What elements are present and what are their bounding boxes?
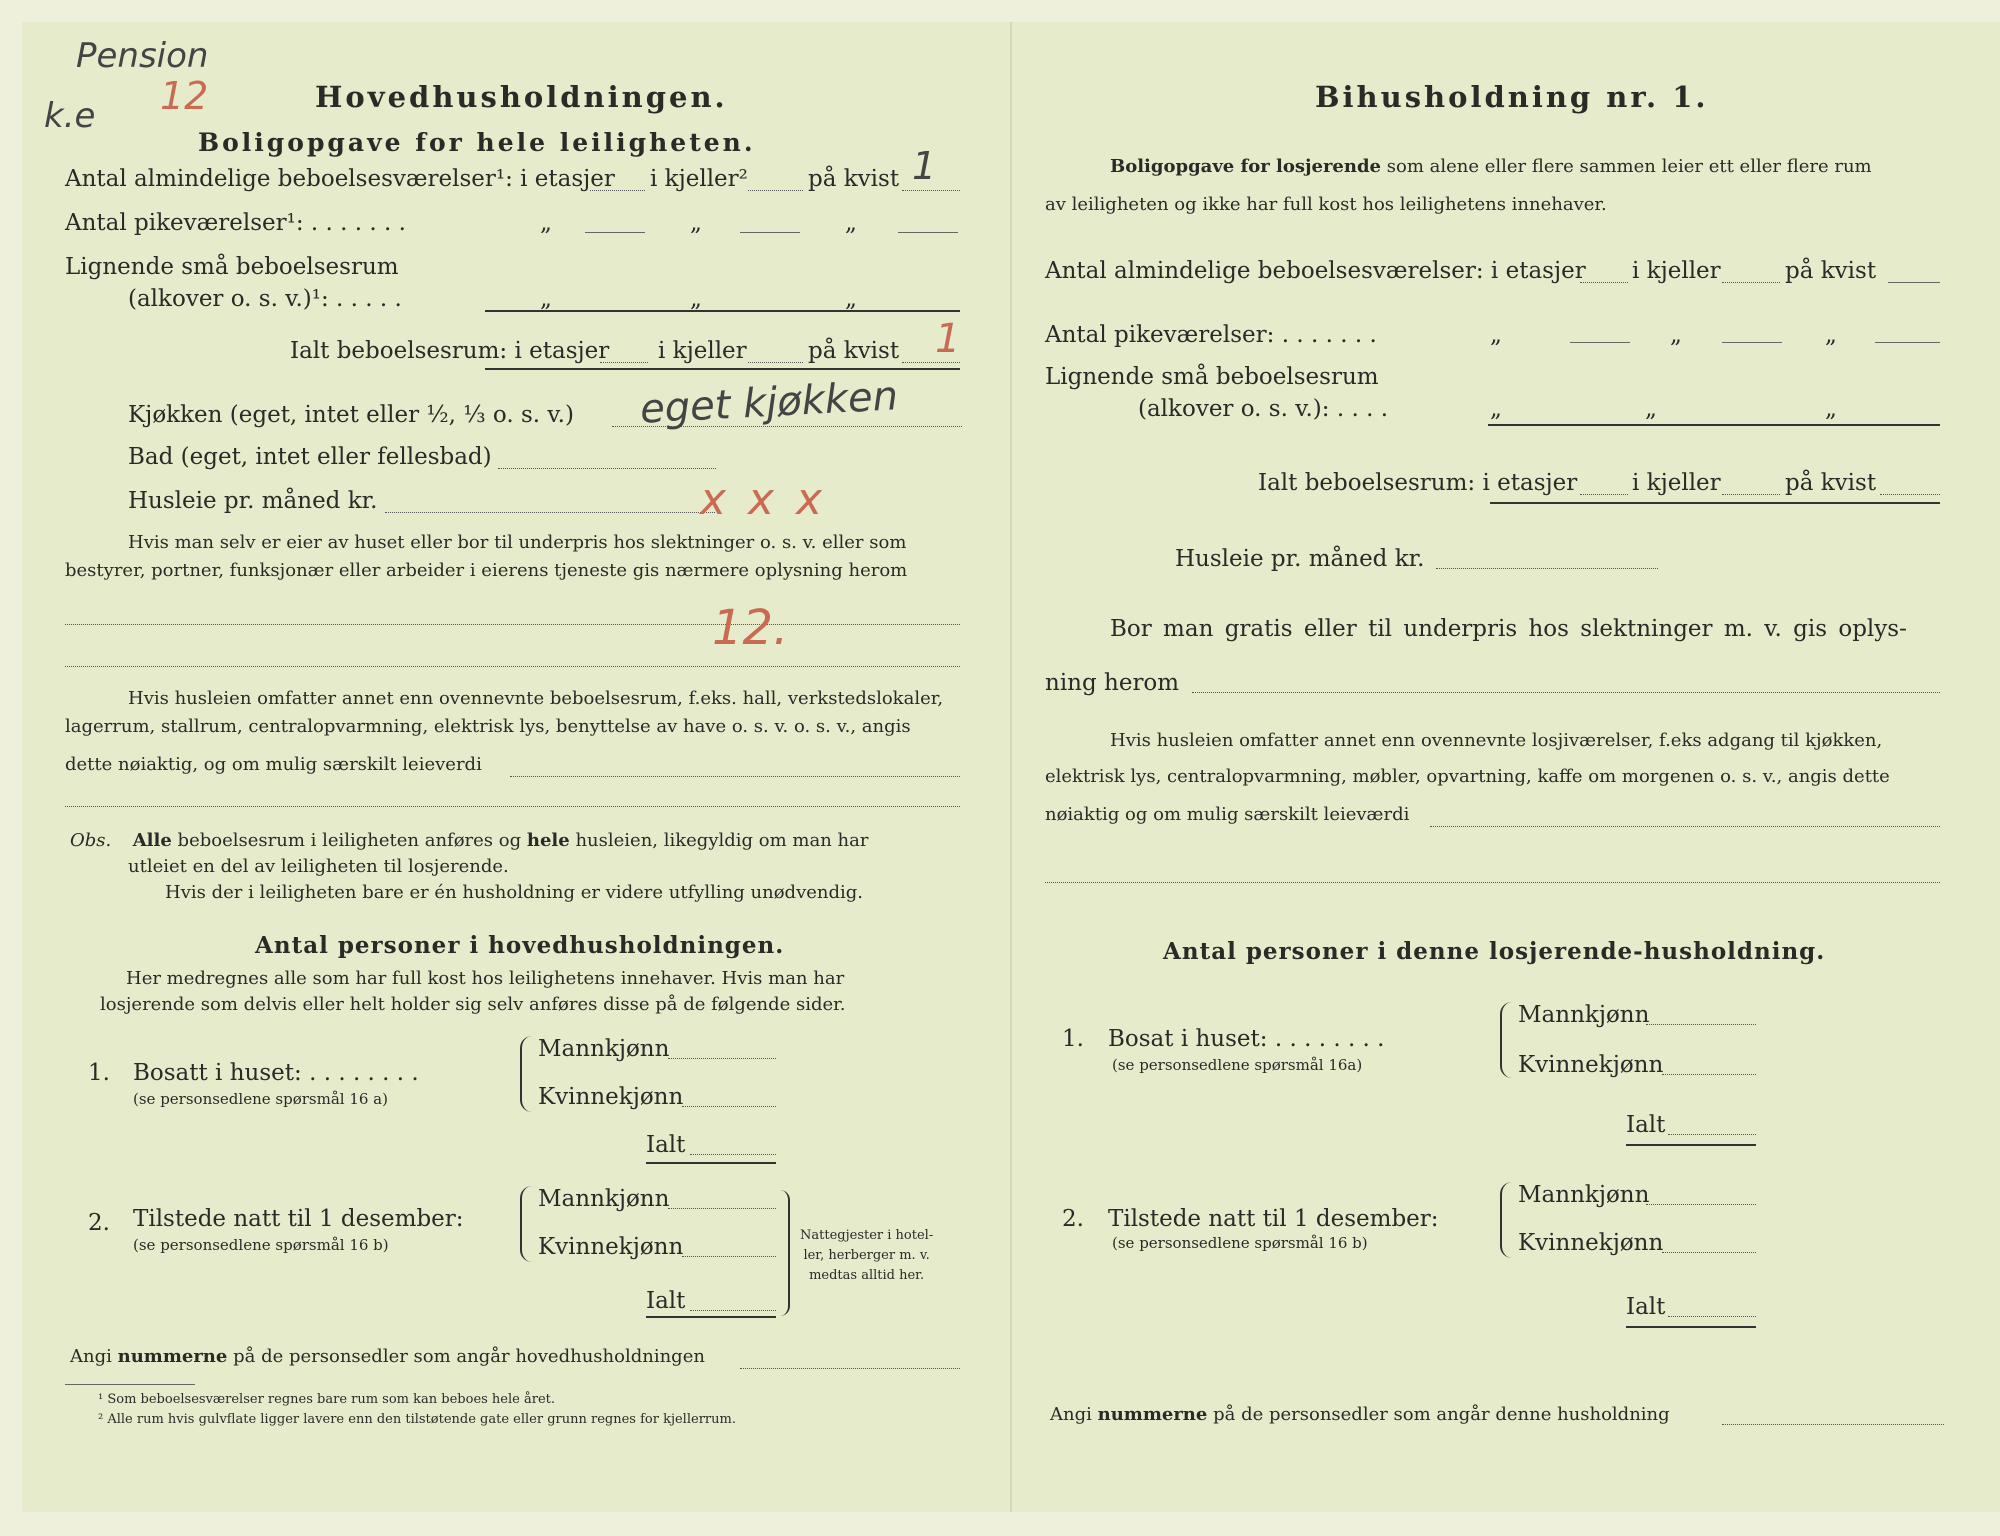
natt-brace bbox=[780, 1190, 790, 1316]
bad-label: Bad (eget, intet eller fellesbad) bbox=[128, 444, 492, 470]
right-alm-kjeller-field[interactable] bbox=[1722, 282, 1780, 283]
right-annet-field[interactable] bbox=[1430, 826, 1940, 827]
right-angi-field[interactable] bbox=[1722, 1424, 1944, 1425]
pike-kvist-field[interactable] bbox=[898, 232, 958, 233]
left-q1-mann-field[interactable] bbox=[668, 1058, 776, 1059]
right-pike-ditto-2: „ bbox=[1670, 322, 1682, 348]
right-q1-brace bbox=[1500, 1002, 1512, 1078]
left-q1-brace bbox=[520, 1036, 532, 1112]
lign-label-1: Lignende små beboelsesrum bbox=[65, 254, 399, 280]
right-q1-kvinne-field[interactable] bbox=[1662, 1074, 1756, 1075]
ialt-kvist-field[interactable] bbox=[902, 362, 960, 363]
right-q1-kvinne-label: Kvinnekjønn bbox=[1518, 1052, 1664, 1078]
right-q2-kvinne-field[interactable] bbox=[1662, 1252, 1756, 1253]
right-annet-3: nøiaktig og om mulig særskilt leieværdi bbox=[1045, 804, 1410, 825]
right-q2-brace bbox=[1500, 1182, 1512, 1258]
lign-label-2: (alkover o. s. v.)¹: . . . . . bbox=[128, 286, 402, 312]
right-q2-mann-field[interactable] bbox=[1646, 1204, 1756, 1205]
lign-ditto-3: „ bbox=[845, 286, 857, 312]
left-q2-kvinne-label: Kvinnekjønn bbox=[538, 1234, 684, 1260]
husleie-field[interactable] bbox=[385, 512, 715, 513]
left-q2-kvinne-field[interactable] bbox=[682, 1256, 776, 1257]
right-q1-ialt-field[interactable] bbox=[1668, 1134, 1756, 1135]
left-q1-ialt-label: Ialt bbox=[646, 1132, 686, 1158]
pike-kjeller-field[interactable] bbox=[585, 232, 645, 233]
left-q2-label: Tilstede natt til 1 desember: bbox=[133, 1206, 464, 1232]
natt-note bbox=[800, 1226, 933, 1286]
annet-field-2[interactable] bbox=[65, 806, 960, 807]
annet-para-2: lagerrum, stallrum, centralopvarmning, elektrisk lys, benyttelse av have o. s. v. o. s. v., angis bbox=[65, 716, 911, 737]
right-q2-label: Tilstede natt til 1 desember: bbox=[1108, 1206, 1439, 1232]
left-q2-ialt-label: Ialt bbox=[646, 1288, 686, 1314]
husleie-label: Husleie pr. måned kr. bbox=[128, 488, 378, 514]
lign-ditto-1: „ bbox=[540, 286, 552, 312]
left-q1-label: Bosatt i huset: . . . . . . . . bbox=[133, 1060, 419, 1086]
left-q1-num: 1. bbox=[88, 1060, 110, 1086]
left-angi-text-1: Angi bbox=[70, 1346, 112, 1367]
right-q2-mann-label: Mannkjønn bbox=[1518, 1182, 1650, 1208]
left-q1-kvinne-field[interactable] bbox=[682, 1106, 776, 1107]
left-q2-brace bbox=[520, 1186, 532, 1262]
right-pike-kvist-field[interactable] bbox=[1875, 342, 1940, 343]
footnote-2: ² Alle rum hvis gulvflate ligger lavere enn den tilstøtende gate eller grunn regnes for kjellerrum. bbox=[98, 1412, 736, 1427]
page-fold bbox=[1010, 22, 1012, 1512]
right-q1-mann-field[interactable] bbox=[1646, 1024, 1756, 1025]
pike-ditto-2: „ bbox=[690, 210, 702, 236]
right-q1-sub: (se personsedlene spørsmål 16a) bbox=[1112, 1056, 1363, 1074]
margin-note-number: 12 bbox=[160, 74, 209, 118]
right-angi-bold: nummerne bbox=[1097, 1404, 1208, 1425]
alm-kvist-label: på kvist bbox=[808, 166, 900, 192]
pike-ditto-1: „ bbox=[540, 210, 552, 236]
right-q2-kvinne-label: Kvinnekjønn bbox=[1518, 1230, 1664, 1256]
annet-field[interactable] bbox=[510, 776, 960, 777]
left-persons-para-1: Her medregnes alle som har full kost hos leilighetens innehaver. Hvis man har bbox=[126, 968, 845, 989]
right-intro-1 bbox=[1110, 156, 1872, 177]
right-intro-bold: Boligopgave for losjerende bbox=[1110, 156, 1382, 177]
right-q2-ialt-underline bbox=[1626, 1326, 1756, 1328]
eier-value: 12. bbox=[712, 600, 789, 656]
eier-field-2[interactable] bbox=[65, 666, 960, 667]
left-q1-kvinne-label: Kvinnekjønn bbox=[538, 1084, 684, 1110]
right-persons-title: Antal personer i denne losjerende-husholdning. bbox=[1163, 938, 1826, 965]
left-angi-bold: nummerne bbox=[117, 1346, 228, 1367]
husleie-value: x x x bbox=[700, 474, 827, 525]
left-q1-ialt-field[interactable] bbox=[690, 1154, 776, 1155]
right-q2-sub: (se personsedlene spørsmål 16 b) bbox=[1112, 1234, 1368, 1252]
eier-field[interactable] bbox=[65, 624, 960, 625]
right-gratis-field[interactable] bbox=[1192, 692, 1940, 693]
left-q2-ialt-field[interactable] bbox=[690, 1310, 776, 1311]
left-q2-ialt-underline bbox=[646, 1316, 776, 1318]
lign-ditto-2: „ bbox=[690, 286, 702, 312]
pike-label: Antal pikeværelser¹: . . . . . . . bbox=[65, 210, 406, 236]
right-alm-kjeller-label: i kjeller bbox=[1632, 258, 1721, 284]
right-ialt-kvist-label: på kvist bbox=[1785, 470, 1877, 496]
right-q1-ialt-underline bbox=[1626, 1144, 1756, 1146]
right-intro-2: av leiligheten og ikke har full kost hos leilighetens innehaver. bbox=[1045, 194, 1607, 215]
right-alm-etasjer-field[interactable] bbox=[1580, 282, 1628, 283]
right-intro-text-1: som alene eller flere sammen leier ett eller flere rum bbox=[1386, 156, 1872, 177]
alm-kjeller-field[interactable] bbox=[748, 190, 803, 191]
right-pike-kjeller-field[interactable] bbox=[1722, 342, 1782, 343]
left-q2-sub: (se personsedlene spørsmål 16 b) bbox=[133, 1236, 389, 1254]
left-title: Hovedhusholdningen. bbox=[315, 80, 728, 114]
kjokken-label: Kjøkken (eget, intet eller ½, ⅓ o. s. v.) bbox=[128, 402, 574, 428]
natt-note-2: ler, herberger m. v. bbox=[803, 1248, 930, 1263]
left-angi-field[interactable] bbox=[740, 1368, 960, 1369]
left-subtitle: Boligopgave for hele leiligheten. bbox=[198, 128, 756, 157]
right-husleie-field[interactable] bbox=[1436, 568, 1658, 569]
right-angi-text-1: Angi bbox=[1050, 1404, 1092, 1425]
obs-label: Obs. bbox=[70, 830, 112, 851]
footnote-rule bbox=[65, 1384, 195, 1385]
right-ialt-label: Ialt beboelsesrum: i etasjer bbox=[1258, 470, 1578, 496]
annet-para-3: dette nøiaktig, og om mulig særskilt leieverdi bbox=[65, 754, 482, 775]
right-alm-kvist-label: på kvist bbox=[1785, 258, 1877, 284]
right-lign-ditto-1: „ bbox=[1490, 396, 1502, 422]
eier-para-2: bestyrer, portner, funksjonær eller arbeider i eierens tjeneste gis nærmere oplysning herom bbox=[65, 560, 908, 581]
eier-para-1: Hvis man selv er eier av huset eller bor til underpris hos slektninger o. s. v. eller som bbox=[128, 532, 907, 553]
right-lign-ditto-2: „ bbox=[1645, 396, 1657, 422]
right-pike-label: Antal pikeværelser: . . . . . . . bbox=[1045, 322, 1377, 348]
ialt-label: Ialt beboelsesrum: i etasjer bbox=[290, 338, 610, 364]
natt-note-3: medtas alltid her. bbox=[809, 1268, 925, 1283]
right-annet-1: Hvis husleien omfatter annet enn ovennevnte losjiværelser, f.eks adgang til kjøkken, bbox=[1110, 730, 1883, 751]
left-persons-title: Antal personer i hovedhusholdningen. bbox=[255, 932, 785, 959]
footnote-1: ¹ Som beboelsesværelser regnes bare rum som kan beboes hele året. bbox=[98, 1392, 555, 1407]
alm-kvist-value: 1 bbox=[912, 144, 937, 188]
right-q2-ialt-label: Ialt bbox=[1626, 1294, 1666, 1320]
obs-block bbox=[70, 830, 868, 851]
margin-note-ke: k.e bbox=[44, 96, 96, 136]
left-q2-num: 2. bbox=[88, 1210, 110, 1236]
left-angi-text-2: på de personsedler som angår hovedhusholdningen bbox=[233, 1346, 705, 1367]
right-alm-label: Antal almindelige beboelsesværelser: i etasjer bbox=[1045, 258, 1586, 284]
right-lign-label-1: Lignende små beboelsesrum bbox=[1045, 364, 1379, 390]
annet-para-1: Hvis husleien omfatter annet enn ovennevnte beboelsesrum, f.eks. hall, verkstedslokaler, bbox=[128, 688, 944, 709]
ialt-etasjer-field[interactable] bbox=[600, 362, 648, 363]
margin-note-pension: Pension bbox=[76, 36, 209, 76]
obs-line-2: utleiet en del av leiligheten til losjerende. bbox=[128, 856, 509, 877]
obs-text-2: husleien, likegyldig om man har bbox=[575, 830, 869, 851]
right-q1-label: Bosat i huset: . . . . . . . . bbox=[1108, 1026, 1385, 1052]
left-q1-ialt-underline bbox=[646, 1162, 776, 1164]
alm-kvist-field[interactable] bbox=[902, 190, 960, 191]
kjokken-value: eget kjøkken bbox=[638, 373, 900, 433]
right-alm-kvist-field[interactable] bbox=[1888, 282, 1940, 283]
left-persons-para-2: losjerende som delvis eller helt holder sig selv anføres disse på de følgende sider. bbox=[100, 994, 846, 1015]
right-annet-2: elektrisk lys, centralopvarmning, møbler, opvartning, kaffe om morgenen o. s. v., angis dette bbox=[1045, 766, 1890, 787]
obs-bold-alle: Alle bbox=[132, 830, 172, 851]
left-q1-sub: (se personsedlene spørsmål 16 a) bbox=[133, 1090, 388, 1108]
left-q1-mann-label: Mannkjønn bbox=[538, 1036, 670, 1062]
right-q2-ialt-field[interactable] bbox=[1668, 1316, 1756, 1317]
right-husleie-label: Husleie pr. måned kr. bbox=[1175, 546, 1425, 572]
right-pike-etasjer-field[interactable] bbox=[1570, 342, 1630, 343]
pike-etasjer-field[interactable] bbox=[740, 232, 800, 233]
right-ialt-kjeller-label: i kjeller bbox=[1632, 470, 1721, 496]
right-gratis-2: ning herom bbox=[1045, 670, 1180, 696]
obs-text-1: beboelsesrum i leiligheten anføres og bbox=[177, 830, 522, 851]
left-q2-mann-field[interactable] bbox=[668, 1208, 776, 1209]
right-annet-field-2[interactable] bbox=[1045, 882, 1940, 883]
right-q1-mann-label: Mannkjønn bbox=[1518, 1002, 1650, 1028]
right-ialt-underline bbox=[1490, 502, 1940, 504]
alm-kjeller-label: i kjeller² bbox=[650, 166, 748, 192]
right-pike-ditto-1: „ bbox=[1490, 322, 1502, 348]
obs-line-3: Hvis der i leiligheten bare er én husholdning er videre utfylling unødvendig. bbox=[165, 882, 864, 903]
right-gratis-1: Bor man gratis eller til underpris hos slektninger m. v. gis oplys- bbox=[1110, 616, 1907, 642]
ialt-kvist-label: på kvist bbox=[808, 338, 900, 364]
right-q1-num: 1. bbox=[1062, 1026, 1084, 1052]
right-q2-num: 2. bbox=[1062, 1206, 1084, 1232]
alm-etasjer-field[interactable] bbox=[590, 190, 645, 191]
right-angi-text-2: på de personsedler som angår denne husholdning bbox=[1213, 1404, 1670, 1425]
right-pike-ditto-3: „ bbox=[1825, 322, 1837, 348]
right-lign-label-2: (alkover o. s. v.): . . . . bbox=[1138, 396, 1389, 422]
lign-sum-line bbox=[485, 310, 960, 312]
right-lign-sum-line bbox=[1488, 424, 1940, 426]
obs-bold-hele: hele bbox=[526, 830, 570, 851]
natt-note-1: Nattegjester i hotel- bbox=[800, 1228, 934, 1243]
right-ialt-etasjer-field[interactable] bbox=[1580, 494, 1628, 495]
left-q2-mann-label: Mannkjønn bbox=[538, 1186, 670, 1212]
ialt-kjeller-field[interactable] bbox=[748, 362, 803, 363]
right-ialt-kjeller-field[interactable] bbox=[1722, 494, 1780, 495]
ialt-kjeller-label: i kjeller bbox=[658, 338, 747, 364]
pike-ditto-3: „ bbox=[845, 210, 857, 236]
right-angi-block bbox=[1050, 1404, 1670, 1425]
right-q1-ialt-label: Ialt bbox=[1626, 1112, 1666, 1138]
right-ialt-kvist-field[interactable] bbox=[1880, 494, 1940, 495]
bad-field[interactable] bbox=[498, 468, 716, 469]
right-title: Bihusholdning nr. 1. bbox=[1315, 80, 1709, 114]
right-lign-ditto-3: „ bbox=[1825, 396, 1837, 422]
ialt-kvist-value: 1 bbox=[935, 316, 961, 362]
alm-label: Antal almindelige beboelsesværelser¹: i etasjer bbox=[65, 166, 615, 192]
ialt-underline bbox=[485, 368, 960, 370]
left-angi-block bbox=[70, 1346, 705, 1367]
